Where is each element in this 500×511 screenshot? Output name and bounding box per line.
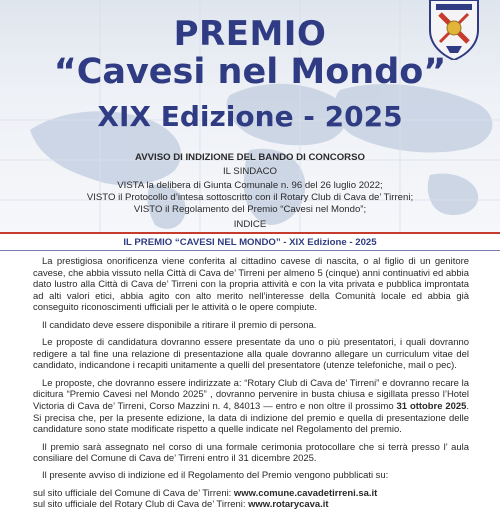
notice-sindaco: IL SINDACO [222, 166, 278, 177]
submission-text-a: Le proposte, che dovranno essere indirizzate a: “Rotary Club di Cava de’ Tirreni” e dovranno recare la dicitura “Premio Cavesi nel Mondo 2025” , dovranno pervenire in busta chiusa e sigillata presso l’Hotel Victoria di Cava de’ Tirreni, Corso Mazzini n. 4, 84013 — entro e non oltre il prossimo [33, 377, 469, 412]
section-subtitle: IL PREMIO “CAVESI NEL MONDO” - XIX Edizione - 2025 [123, 237, 377, 248]
notice-indice: INDICE [233, 219, 267, 230]
paragraph-eligibility: La prestigiosa onorificenza viene conferita al cittadino cavese di nascita, o al figlio di un genitore cavese, che abbia vissuto nella Città di Cava de’ Tirreni per almeno 5 (cinque) anni continuativi ed abbia dato lustro alla Città di Cava de’ Tirreni con la propria attività e con la vita privata e pubblica improntata ad alti valori etici, abbia agito con alto merito nell’interesse della Comunità locale ed abbia già conseguito riconoscimenti ufficiali per le attività o le opere compiute. [33, 256, 469, 314]
paragraph-publication: Il presente avviso di indizione ed il Regolamento del Premio vengono pubblicati su: [42, 470, 389, 482]
site-comune-link[interactable]: www.comune.cavadetirreni.sa.it [233, 487, 378, 499]
divider-top [0, 232, 500, 234]
notice-visto-delibera: VISTA la delibera di Giunta Comunale n. 96 del 26 luglio 2022; [117, 180, 383, 191]
paragraph-submission [33, 378, 469, 436]
title-award-name: “Cavesi nel Mondo” [53, 52, 447, 92]
publication-site-comune [33, 488, 469, 500]
paragraph-nominations: Le proposte di candidatura dovranno essere presentate da uno o più presentatori, i quali dovranno redigere a tal fine una relazione di presentazione alla quale dovranno allegare un curriculum vitae del candidato, indicandone i recapiti unitamente a quelli del presentatore (utenze telefoniche, mail o pec). [33, 337, 469, 372]
notice-visto-regolamento: VISTO il Regolamento del Premio “Cavesi nel Mondo”; [133, 204, 367, 215]
submission-deadline: 31 ottobre 2025 [396, 400, 467, 412]
divider-bottom [0, 250, 500, 251]
notice-heading: AVVISO DI INDIZIONE DEL BANDO DI CONCORSO [135, 152, 365, 163]
paragraph-ceremony: Il premio sarà assegnato nel corso di una formale cerimonia protocollare che si terrà presso l’ aula consiliare del Comune di Cava de’ Tirreni entro il 31 dicembre 2025. [33, 441, 469, 465]
publication-site-rotary [33, 499, 469, 511]
header-banner [0, 0, 500, 232]
site-comune-label: sul sito ufficiale del Comune di Cava de’ Tirreni: [33, 487, 234, 499]
notice-visto-protocollo: VISTO il Protocollo d’intesa sottoscritto con il Rotary Club di Cava de’ Tirreni; [86, 192, 414, 203]
title-edition: XIX Edizione - 2025 [97, 100, 403, 133]
site-rotary-label: sul sito ufficiale del Rotary Club di Cava de’ Tirreni: [33, 499, 249, 511]
site-rotary-link[interactable]: www.rotarycava.it [248, 499, 329, 511]
document-body [33, 256, 469, 511]
title-premio: PREMIO [173, 14, 327, 54]
submission-text-c: . Si precisa che, per la presente edizione, la data di indizione del premio e quella di presentazione delle candidature sono state modificate rispetto a quelle indicate nel Regolamento del premio. [33, 400, 469, 436]
paragraph-attendance: Il candidato deve essere disponibile a ritirare il premio di persona. [42, 319, 317, 331]
